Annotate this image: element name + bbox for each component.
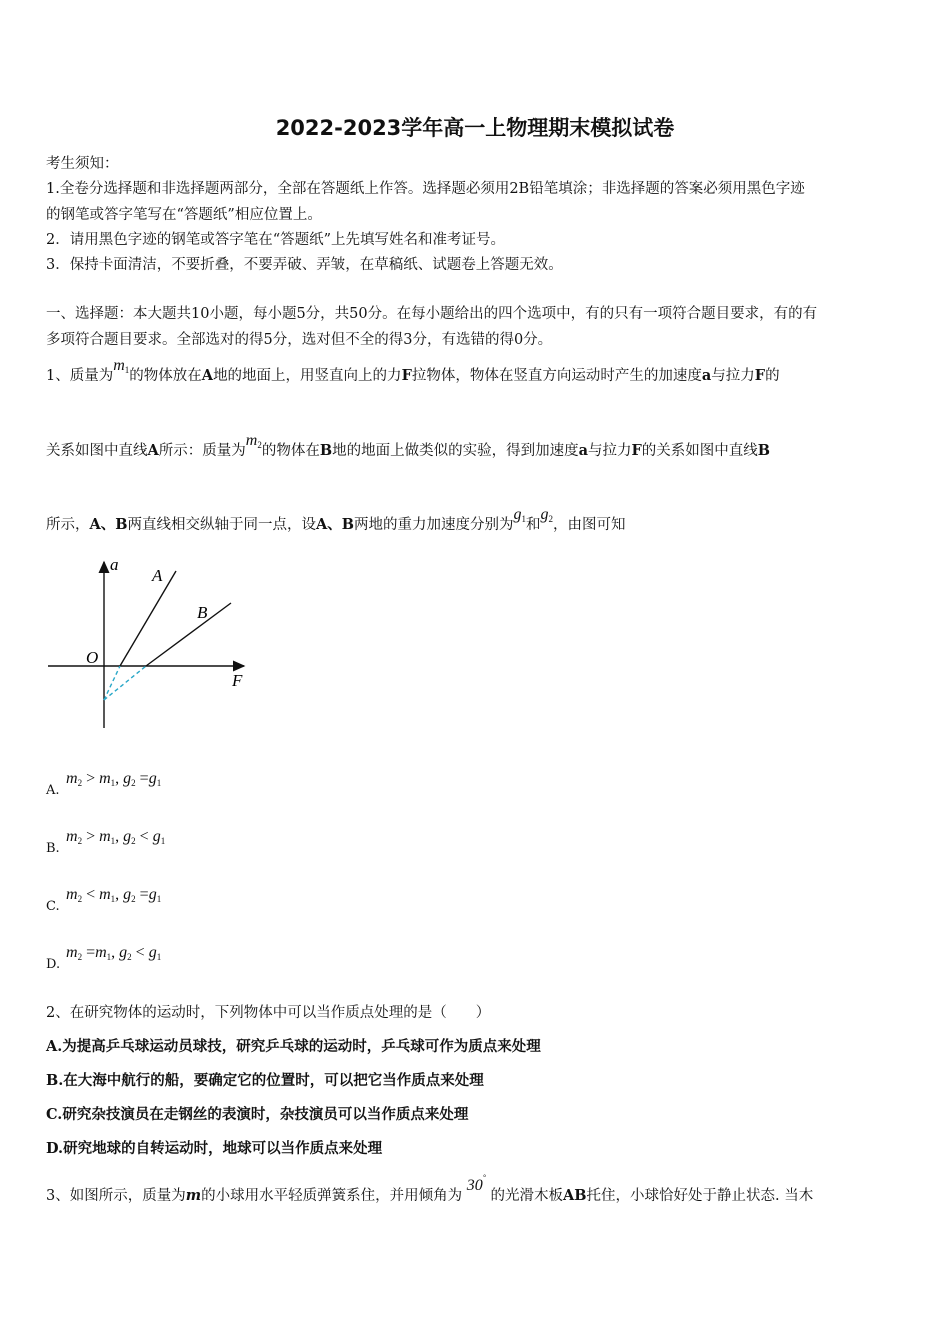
x-axis-label: F: [232, 671, 243, 690]
q2-stem: 2、在研究物体的运动时，下列物体中可以当作质点处理的是（ ）: [46, 1005, 491, 1021]
angle-value: 30°: [466, 1173, 486, 1194]
acceleration-force-graph: [40, 550, 260, 735]
section-heading-line-1: 一、选择题：本大题共10小题，每小题5分，共50分。在每小题给出的四个选项中，有的只有一项符合题目要求，有的有: [46, 306, 818, 322]
notice-item-3: 3．保持卡面清洁，不要折叠，不要弄破、弄皱，在草稿纸、试题卷上答题无效。: [46, 257, 563, 273]
notice-item-2: 2．请用黑色字迹的钢笔或答字笔在“答题纸”上先填写姓名和准考证号。: [46, 232, 506, 248]
y-axis-label: a: [110, 555, 119, 574]
q2-option-b[interactable]: B.在大海中航行的船，要确定它的位置时，可以把它当作质点来处理: [46, 1072, 484, 1089]
line-a-label: A: [152, 566, 163, 585]
line-b-extension: [104, 666, 146, 700]
line-a-extension: [104, 666, 120, 700]
q2-option-a[interactable]: A.为提高乒乓球运动员球技，研究乒乓球的运动时，乒乓球可作为质点来处理: [46, 1038, 541, 1055]
q3-stem: 3、如图所示，质量为m的小球用水平轻质弹簧系住，并用倾角为 30° 的光滑木板AB托住，小球恰好处于静止状态. 当木: [46, 1173, 814, 1204]
line-b: [146, 603, 231, 666]
notice-item-1-cont: 的钢笔或答字笔写在“答题纸”相应位置上。: [46, 207, 322, 223]
q1-line-3: 所示，A、B两直线相交纵轴于同一点，设A、B两地的重力加速度分别为$g_1$和$g_2$，由图可知: [46, 506, 626, 533]
line-a: [120, 571, 176, 666]
q1-line-2: 关系如图中直线A所示：质量为$m_2$的物体在B地的地面上做类似的实验，得到加速度a与拉力F的关系如图中直线B: [46, 432, 771, 459]
section-heading-line-2: 多项符合题目要求。全部选对的得5分，选对但不全的得3分，有选错的得0分。: [46, 332, 553, 348]
q2-option-d[interactable]: D.研究地球的自转运动时，地球可以当作质点来处理: [46, 1140, 383, 1157]
q2-option-c[interactable]: C.研究杂技演员在走钢丝的表演时，杂技演员可以当作质点来处理: [46, 1106, 469, 1123]
g1-symbol: $g_1$: [513, 506, 527, 524]
notice-item-1: 1.全卷分选择题和非选择题两部分，全部在答题纸上作答。选择题必须用2B铅笔填涂；非选择题的答案必须用黑色字迹: [46, 181, 805, 197]
g2-symbol: $g_2$: [540, 506, 554, 524]
m2-symbol: $m_2$: [245, 432, 262, 450]
line-b-label: B: [197, 603, 208, 622]
q1-line-1: 1、质量为$m_1$的物体放在A地的地面上，用竖直向上的力F拉物体，物体在竖直方向运动时产生的加速度a与拉力F的: [46, 357, 780, 384]
notice-heading: 考生须知：: [46, 156, 119, 172]
origin-label: O: [86, 648, 99, 667]
page-title: 2022-2023学年高一上物理期末模拟试卷: [275, 116, 675, 140]
m1-symbol: $m_1$: [113, 357, 130, 375]
